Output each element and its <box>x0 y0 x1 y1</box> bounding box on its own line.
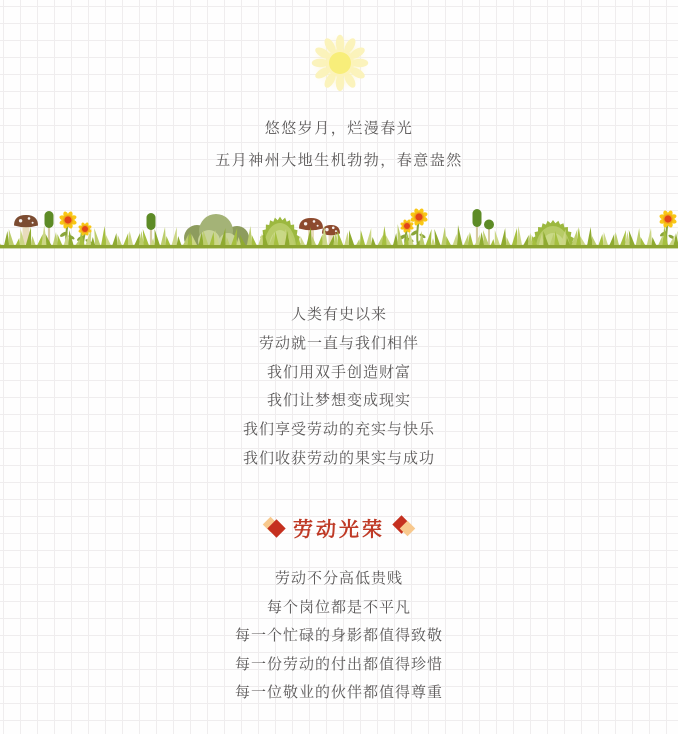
grass-illustration <box>0 198 678 252</box>
section-title: 劳动光荣 <box>293 516 385 541</box>
verse-line: 我们收获劳动的果实与成功 <box>242 448 435 467</box>
verse-line: 每个岗位都是不平凡 <box>266 597 411 616</box>
main-verse <box>0 300 678 473</box>
verse-line: 我们享受劳动的充实与快乐 <box>242 420 435 439</box>
sun-icon <box>308 31 372 95</box>
intro-text <box>0 112 678 176</box>
intro-line-1: 悠悠岁月，烂漫春光 <box>264 119 414 137</box>
verse-line: 我们让梦想变成现实 <box>266 391 411 410</box>
heading-left-ornament <box>265 519 283 535</box>
section-heading <box>0 512 678 542</box>
verse-line: 每一份劳动的付出都值得珍惜 <box>234 654 443 673</box>
verse-line: 劳动就一直与我们相伴 <box>258 333 419 352</box>
verse-line: 我们用双手创造财富 <box>266 362 411 381</box>
values-verse <box>0 564 678 707</box>
verse-line: 劳动不分高低贵贱 <box>274 569 403 587</box>
verse-line: 每一位敬业的伙伴都值得尊重 <box>234 683 443 702</box>
verse-line: 每一个忙碌的身影都值得致敬 <box>234 626 443 645</box>
intro-line-2: 五月神州大地生机勃勃，春意盎然 <box>215 151 463 169</box>
verse-line: 人类有史以来 <box>290 305 387 323</box>
heading-right-ornament <box>395 520 413 534</box>
